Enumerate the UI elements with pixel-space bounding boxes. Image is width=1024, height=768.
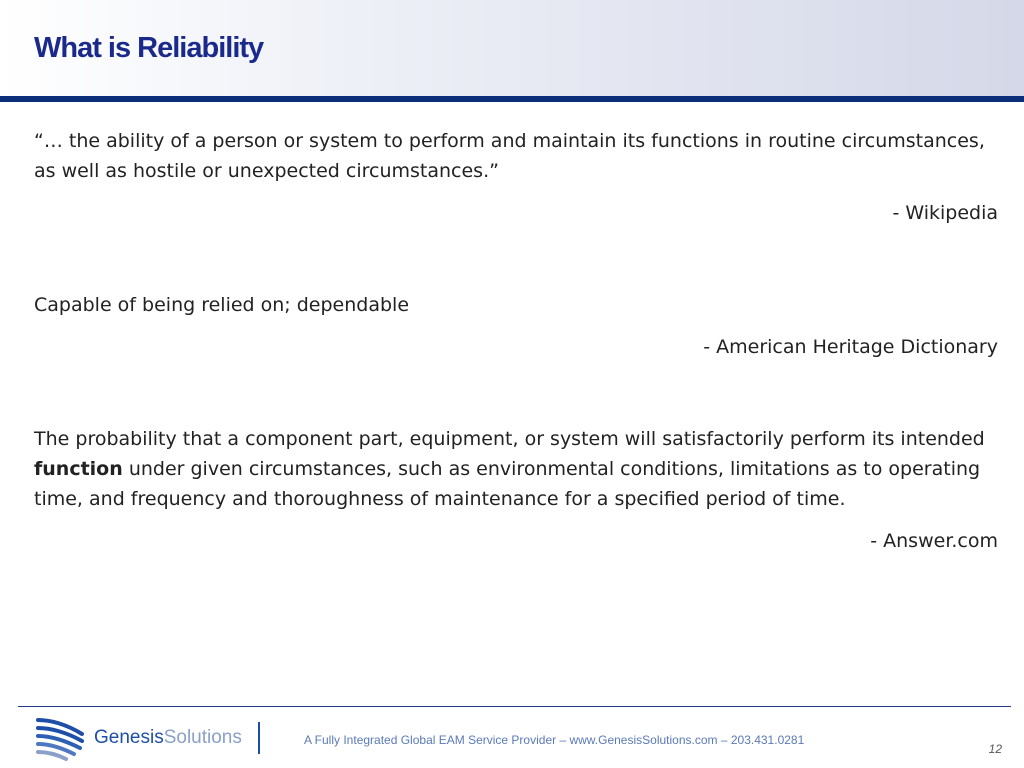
logo-wordmark bbox=[94, 727, 242, 749]
source-wikipedia: - Wikipedia bbox=[892, 202, 998, 224]
header-divider bbox=[0, 96, 1024, 102]
definition-text-before: The probability that a component part, equipment, or system will satisfactorily perform its intended bbox=[34, 428, 985, 450]
logo-text-secondary: Solutions bbox=[163, 727, 242, 748]
footer-tagline: A Fully Integrated Global EAM Service Provider – www.GenesisSolutions.com – 203.431.0281 bbox=[304, 733, 805, 747]
definition-wikipedia: “… the ability of a person or system to perform and maintain its functions in routine circumstances, as well as hostile or unexpected circumstances.” bbox=[34, 130, 985, 182]
definition-text-after: under given circumstances, such as environmental conditions, limitations as to operating time, and frequency and thoroughness of maintenance for a specified period of time. bbox=[34, 458, 981, 510]
slide-title: What is Reliability bbox=[34, 32, 264, 64]
definition-answer-com bbox=[34, 424, 998, 514]
spacer bbox=[34, 228, 998, 290]
logo-text-primary: Genesis bbox=[94, 727, 164, 748]
source-american-heritage: - American Heritage Dictionary bbox=[703, 336, 998, 358]
genesis-wave-icon bbox=[36, 716, 86, 762]
slide-content bbox=[34, 126, 998, 556]
spacer bbox=[34, 362, 998, 424]
definition-american-heritage: Capable of being relied on; dependable bbox=[34, 294, 410, 316]
slide-header bbox=[0, 0, 1024, 96]
footer-divider bbox=[18, 706, 1011, 707]
source-answer-com: - Answer.com bbox=[870, 530, 998, 552]
logo-divider bbox=[258, 722, 260, 754]
definition-bold-word: function bbox=[34, 458, 123, 480]
page-number: 12 bbox=[988, 742, 1002, 756]
company-logo bbox=[36, 714, 266, 764]
